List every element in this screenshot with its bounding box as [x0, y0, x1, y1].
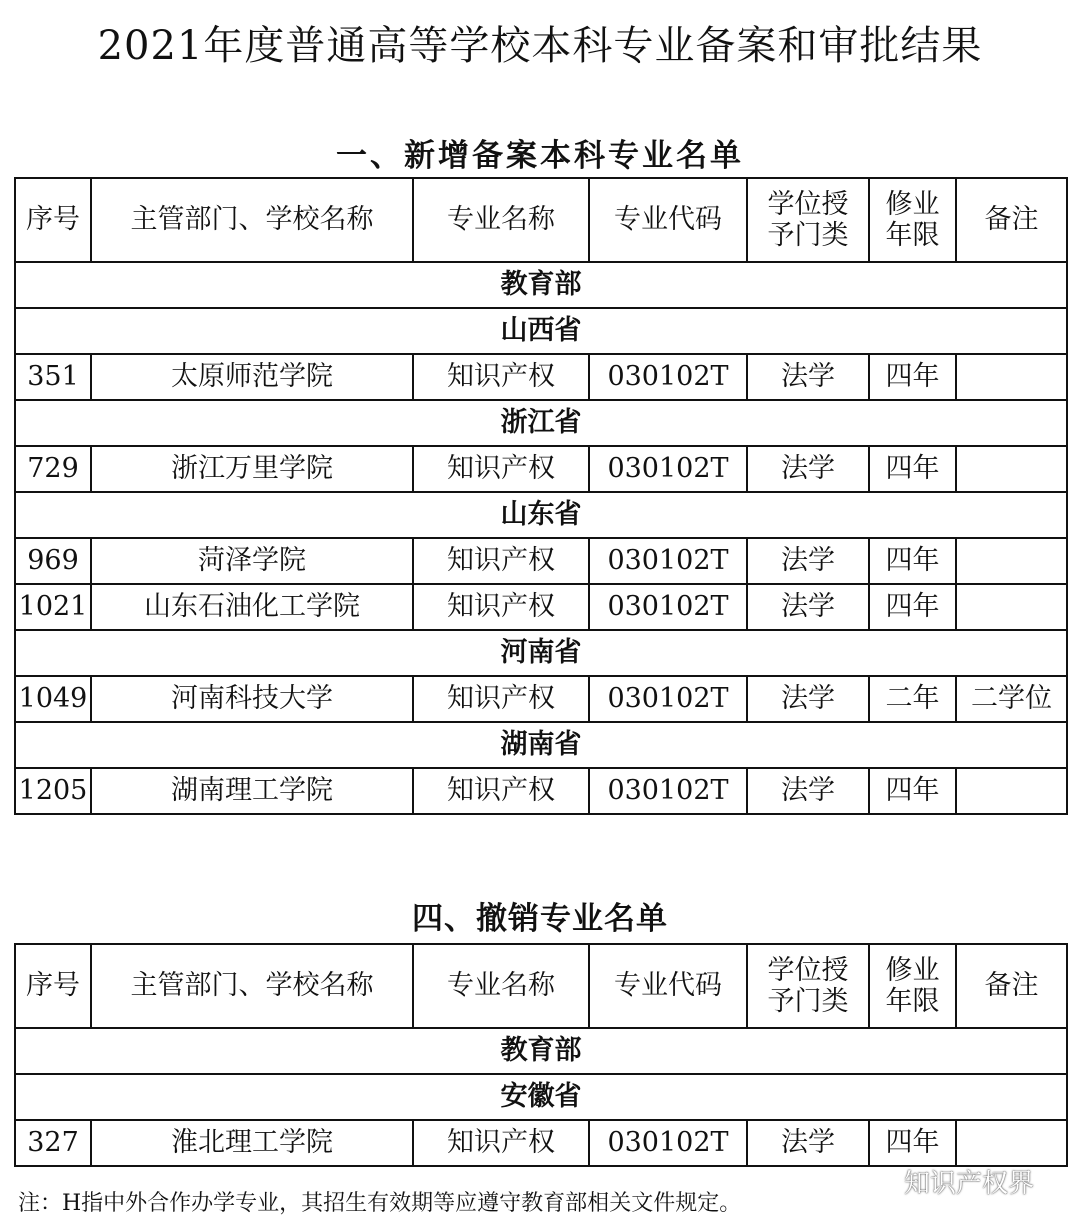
cell-code: 030102T — [589, 354, 747, 400]
cell-code: 030102T — [589, 676, 747, 722]
cell-duration: 四年 — [869, 538, 956, 584]
cell-duration: 四年 — [869, 354, 956, 400]
cell-major: 知识产权 — [413, 354, 589, 400]
header-major: 专业名称 — [413, 178, 589, 262]
group-label: 山西省 — [15, 308, 1067, 354]
cell-major: 知识产权 — [413, 676, 589, 722]
group-label: 浙江省 — [15, 400, 1067, 446]
cell-code: 030102T — [589, 1120, 747, 1166]
cell-major: 知识产权 — [413, 1120, 589, 1166]
header-index: 序号 — [15, 944, 91, 1028]
cell-degree: 法学 — [747, 354, 869, 400]
table-header — [15, 944, 1067, 1028]
cell-code: 030102T — [589, 584, 747, 630]
section-title-new-majors: 一、新增备案本科专业名单 — [336, 138, 744, 174]
cell-school: 淮北理工学院 — [91, 1120, 413, 1166]
cell-degree: 法学 — [747, 584, 869, 630]
header-remark: 备注 — [956, 178, 1067, 262]
cell-duration: 四年 — [869, 584, 956, 630]
cell-code: 030102T — [589, 538, 747, 584]
group-row — [15, 262, 1067, 308]
group-label: 湖南省 — [15, 722, 1067, 768]
cell-major: 知识产权 — [413, 768, 589, 814]
header-code: 专业代码 — [589, 178, 747, 262]
cell-degree: 法学 — [747, 768, 869, 814]
header-degree: 学位授予门类 — [747, 944, 869, 1028]
cell-school: 河南科技大学 — [91, 676, 413, 722]
cell-remark — [956, 584, 1067, 630]
header-school: 主管部门、学校名称 — [91, 944, 413, 1028]
cell-index: 327 — [15, 1120, 91, 1166]
cell-duration: 四年 — [869, 446, 956, 492]
cell-remark — [956, 538, 1067, 584]
cell-remark — [956, 768, 1067, 814]
group-row — [15, 308, 1067, 354]
page-title: 2021年度普通高等学校本科专业备案和审批结果 — [97, 23, 983, 69]
cell-degree: 法学 — [747, 446, 869, 492]
cell-code: 030102T — [589, 446, 747, 492]
cell-degree: 法学 — [747, 1120, 869, 1166]
cell-duration: 四年 — [869, 1120, 956, 1166]
cell-school: 菏泽学院 — [91, 538, 413, 584]
cell-school: 湖南理工学院 — [91, 768, 413, 814]
cell-degree: 法学 — [747, 676, 869, 722]
table-row — [15, 1120, 1067, 1166]
cell-school: 山东石油化工学院 — [91, 584, 413, 630]
revoked-majors-table — [14, 943, 1068, 1167]
watermark-text: 知识产权界 — [904, 1169, 1035, 1199]
group-row — [15, 1028, 1067, 1074]
group-row — [15, 630, 1067, 676]
cell-major: 知识产权 — [413, 446, 589, 492]
header-remark: 备注 — [956, 944, 1067, 1028]
cell-index: 729 — [15, 446, 91, 492]
header-degree: 学位授予门类 — [747, 178, 869, 262]
cell-remark: 二学位 — [956, 676, 1067, 722]
table-row — [15, 354, 1067, 400]
table-header — [15, 178, 1067, 262]
group-row — [15, 722, 1067, 768]
cell-index: 969 — [15, 538, 91, 584]
header-index: 序号 — [15, 178, 91, 262]
group-label: 安徽省 — [15, 1074, 1067, 1120]
table-row — [15, 676, 1067, 722]
group-row — [15, 400, 1067, 446]
cell-major: 知识产权 — [413, 584, 589, 630]
new-majors-table — [14, 177, 1068, 815]
cell-index: 1205 — [15, 768, 91, 814]
cell-school: 太原师范学院 — [91, 354, 413, 400]
header-code: 专业代码 — [589, 944, 747, 1028]
cell-degree: 法学 — [747, 538, 869, 584]
header-duration: 修业年限 — [869, 944, 956, 1028]
cell-index: 351 — [15, 354, 91, 400]
cell-school: 浙江万里学院 — [91, 446, 413, 492]
cell-remark — [956, 446, 1067, 492]
footnote: 注：H指中外合作办学专业，其招生有效期等应遵守教育部相关文件规定。 — [18, 1191, 742, 1216]
cell-index: 1049 — [15, 676, 91, 722]
table-row — [15, 584, 1067, 630]
group-row — [15, 492, 1067, 538]
header-duration: 修业年限 — [869, 178, 956, 262]
wechat-icon — [862, 1168, 896, 1196]
table-row — [15, 446, 1067, 492]
cell-duration: 二年 — [869, 676, 956, 722]
table-row — [15, 538, 1067, 584]
cell-major: 知识产权 — [413, 538, 589, 584]
cell-remark — [956, 354, 1067, 400]
cell-remark — [956, 1120, 1067, 1166]
cell-code: 030102T — [589, 768, 747, 814]
header-school: 主管部门、学校名称 — [91, 178, 413, 262]
table-row — [15, 768, 1067, 814]
group-label: 教育部 — [15, 1028, 1067, 1074]
watermark — [862, 1163, 1034, 1200]
section-title-revoked-majors: 四、撤销专业名单 — [412, 901, 668, 937]
group-label: 河南省 — [15, 630, 1067, 676]
group-label: 山东省 — [15, 492, 1067, 538]
cell-index: 1021 — [15, 584, 91, 630]
group-row — [15, 1074, 1067, 1120]
header-major: 专业名称 — [413, 944, 589, 1028]
group-label: 教育部 — [15, 262, 1067, 308]
cell-duration: 四年 — [869, 768, 956, 814]
